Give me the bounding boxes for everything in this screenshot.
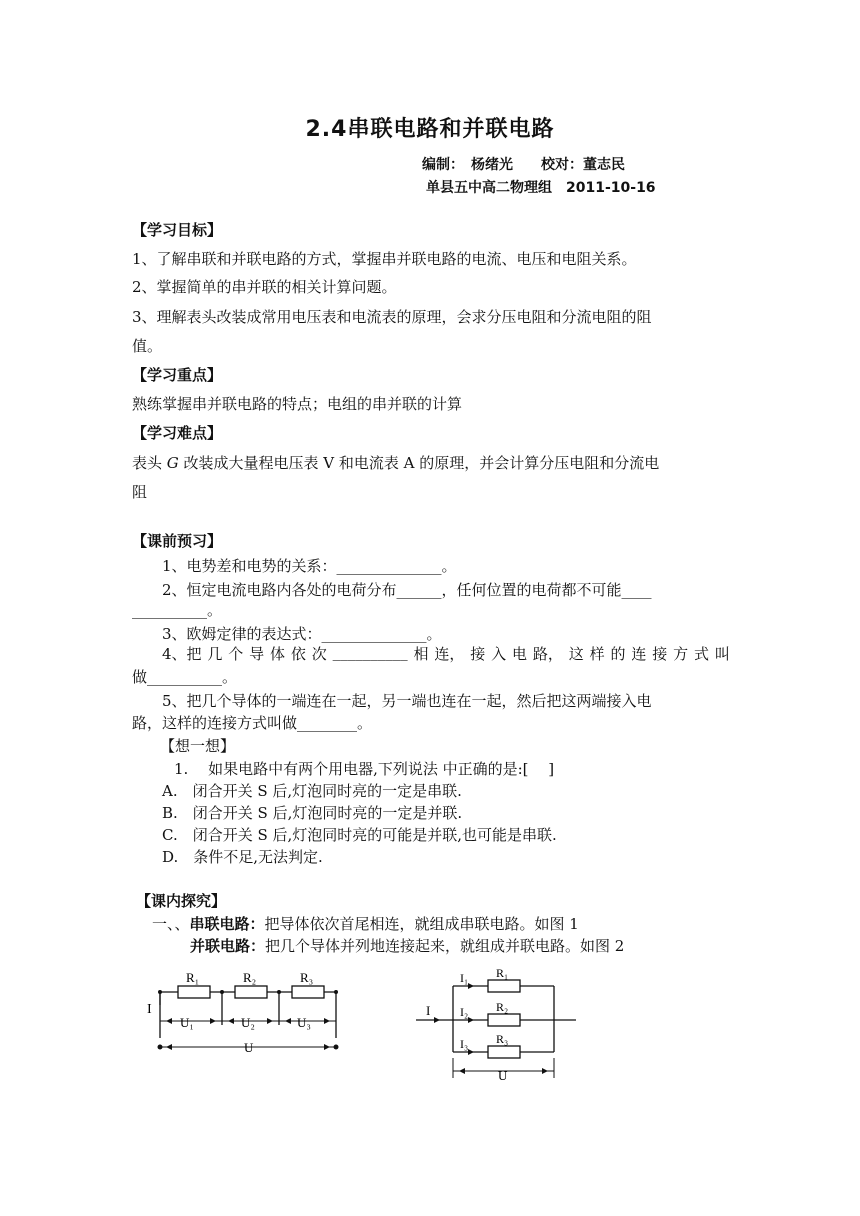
galvanometer-symbol: G (166, 454, 179, 472)
parallel-definition (190, 935, 624, 956)
fig2-r2-label: R₂ (496, 1000, 509, 1014)
goals-heading: 【学习目标】 (132, 221, 223, 239)
q4-part: 体 (270, 645, 286, 663)
preview-q1: 1、电势差和电势的关系：______________。 (162, 557, 457, 575)
fig1-r1-label: R₁ (186, 970, 200, 985)
fig2-r3-label: R₃ (496, 1032, 509, 1046)
editor-line: 编制： 杨绪光 校对：董志民 (422, 157, 625, 173)
q4-part: 式 (694, 645, 710, 663)
q4-part: 路， (532, 645, 563, 663)
fig1-r3-label: R₃ (300, 970, 314, 985)
q4-part: 个 (228, 645, 244, 663)
series-prefix: 一、、 (152, 915, 190, 933)
preview-q5-line2: 路，这样的连接方式叫做________。 (132, 714, 373, 732)
fig1-u3-label: U₃ (297, 1015, 311, 1030)
fig2-i1-label: I₁ (460, 971, 469, 985)
goal-item-1: 1、了解串联和并联电路的方式，掌握串并联电路的电流、电压和电阻关系。 (132, 250, 637, 268)
preview-q5-line1: 5、把几个导体的一端连在一起，另一端也连在一起，然后把这两端接入电 (162, 692, 652, 710)
school-date-line: 单县五中高二物理组 2011-10-16 (426, 180, 656, 196)
goal-item-2: 2、掌握简单的串并联的相关计算问题。 (132, 278, 397, 296)
q4-part: 接 (470, 645, 486, 663)
preview-heading: 【课前预习】 (132, 532, 223, 550)
difficulties-text-a: 表头 (132, 454, 167, 472)
q4-part: 的 (610, 645, 626, 663)
q4-part: 样 (589, 645, 605, 663)
parallel-circuit-diagram (410, 962, 580, 1082)
option-d: D. 条件不足,无法判定. (162, 848, 323, 866)
fig1-u2-label: U₂ (241, 1015, 255, 1030)
page-title: 2.4串联电路和并联电路 (305, 117, 555, 142)
parallel-term: 并联电路： (190, 937, 266, 955)
q4-part: 方 (673, 645, 689, 663)
series-text: 把导体依次首尾相连，就组成串联电路。如图 1 (264, 915, 579, 933)
q4-part: 依 (290, 645, 306, 663)
fig1-u1-label: U₁ (180, 1015, 194, 1030)
fig2-i3-label: I₃ (460, 1037, 469, 1051)
preview-q4-line1 (162, 643, 730, 664)
preview-q2-line1: 2、恒定电流电路内各处的电荷分布______，任何位置的电荷都不可能____ (162, 581, 652, 599)
option-a: A. 闭合开关 S 后,灯泡同时亮的一定是串联. (162, 782, 462, 800)
think-question: 1. 如果电路中有两个用电器,下列说法 中正确的是:[ ] (174, 760, 555, 778)
q4-part: 叫 (714, 645, 730, 663)
option-b: B. 闭合开关 S 后,灯泡同时亮的一定是并联. (162, 804, 463, 822)
q4-part: 连， (434, 645, 465, 663)
option-c: C. 闭合开关 S 后,灯泡同时亮的可能是并联,也可能是串联. (162, 826, 557, 844)
difficulties-text-b: 改装成大量程电压表 V 和电流表 A 的原理，并会计算分压电阻和分流电 (178, 454, 660, 472)
parallel-text: 把几个导体并列地连接起来，就组成并联电路。如图 2 (265, 937, 625, 955)
series-term: 串联电路： (189, 915, 265, 933)
fig2-u-label: U (498, 1068, 508, 1082)
fig2-r1-label: R₁ (496, 966, 509, 980)
think-heading: 【想一想】 (160, 737, 236, 755)
fig1-u-label: U (244, 1040, 254, 1055)
difficulties-line-1 (132, 452, 659, 473)
series-definition (152, 913, 579, 934)
q4-part: 入 (491, 645, 507, 663)
difficulties-heading: 【学习难点】 (132, 424, 223, 442)
goal-item-3: 3、理解表头改装成常用电压表和电流表的原理，会求分压电阻和分流电阻的阻 (132, 308, 652, 326)
fig1-r2-label: R₂ (243, 970, 257, 985)
key-points-text: 熟练掌握串并联电路的特点；电组的串并联的计算 (132, 395, 463, 413)
q4-part: 几 (207, 645, 223, 663)
key-points-heading: 【学习重点】 (132, 366, 223, 384)
q4-part: 连 (631, 645, 647, 663)
difficulties-line-2: 阻 (132, 483, 148, 501)
q4-part: 电 (512, 645, 528, 663)
preview-q3: 3、欧姆定律的表达式：______________。 (162, 625, 442, 643)
q4-blank: __________ (332, 643, 408, 661)
series-circuit-diagram (140, 965, 360, 1065)
preview-q4-line2: 做__________。 (132, 668, 238, 686)
goal-item-3-cont: 值。 (132, 337, 163, 355)
fig2-i2-label: I₂ (460, 1005, 469, 1019)
q4-part: 导 (249, 645, 265, 663)
q4-part: 次 (311, 645, 327, 663)
q4-part: 相 (413, 645, 429, 663)
q4-part: 这 (568, 645, 584, 663)
explore-heading: 【课内探究】 (136, 892, 227, 910)
q4-part: 接 (652, 645, 668, 663)
preview-q2-line2: __________。 (132, 601, 223, 619)
fig1-current-label: I (147, 1002, 152, 1017)
q4-part: 4、把 (162, 645, 202, 663)
fig2-main-current-label: I (426, 1003, 431, 1018)
